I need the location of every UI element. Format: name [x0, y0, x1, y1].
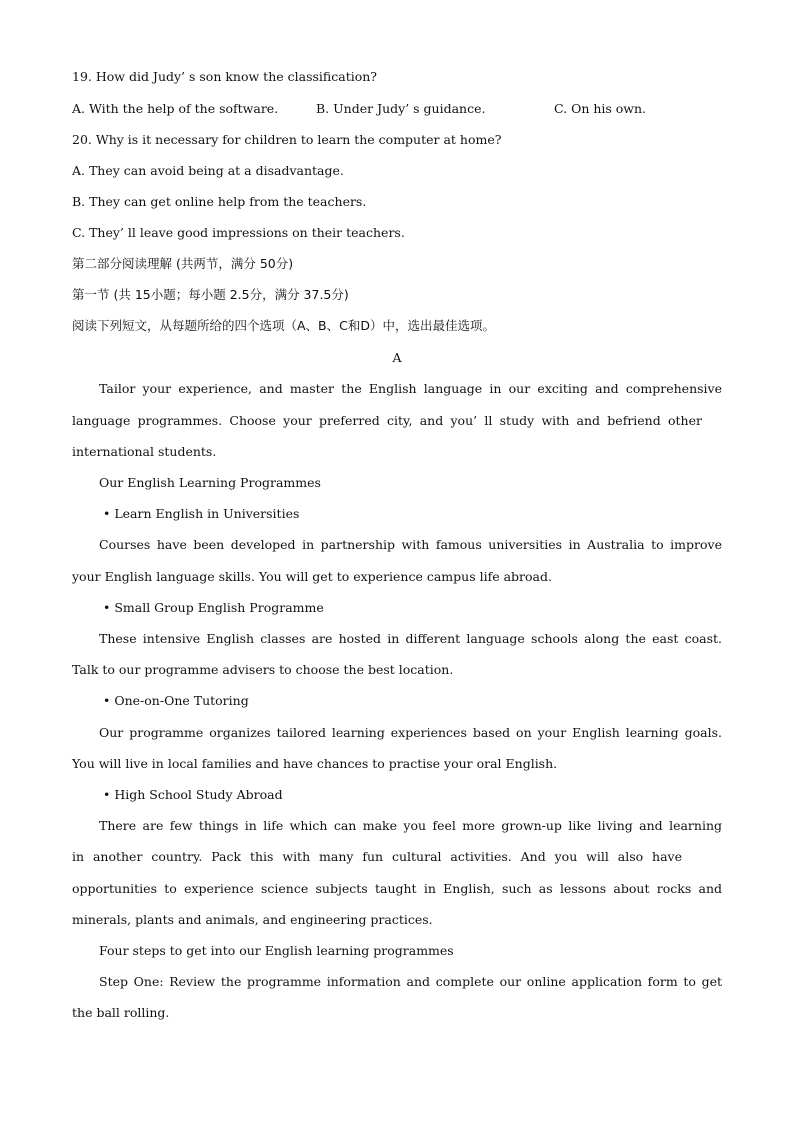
- part2-title: 第二部分阅读理解 (共两节，满分 50分): [72, 256, 294, 271]
- steps-heading: Four steps to get into our English learning programmes: [99, 943, 454, 958]
- programmes-heading: Our English Learning Programmes: [99, 475, 321, 490]
- item1-line-1: Courses have been developed in partnership with famous universities in Australia to improve: [99, 537, 722, 552]
- item2-line-2: Talk to our programme advisers to choose the best location.: [72, 662, 454, 677]
- item4-title: • High School Study Abroad: [103, 787, 283, 802]
- passage-label: A: [392, 350, 402, 365]
- item4-line-4: minerals, plants and animals, and engineering practices.: [72, 912, 433, 927]
- item4-line-1: There are few things in life which can make you feel more grown-up like living and learning: [99, 818, 722, 833]
- intro-line-2: language programmes. Choose your preferred city, and you’ ll study with and befriend other: [72, 413, 702, 428]
- q19-option-c: C. On his own.: [554, 101, 647, 116]
- question-20: 20. Why is it necessary for children to learn the computer at home?: [72, 132, 502, 147]
- step1-line-2: the ball rolling.: [72, 1005, 170, 1020]
- item1-title: • Learn English in Universities: [103, 506, 300, 521]
- q20-option-b: B. They can get online help from the teachers.: [72, 194, 367, 209]
- item2-title: • Small Group English Programme: [103, 600, 324, 615]
- question-19: 19. How did Judy’ s son know the classification?: [72, 69, 377, 84]
- q20-option-a: A. They can avoid being at a disadvantage.: [72, 163, 344, 178]
- item4-line-2: in another country. Pack this with many fun cultural activities. And you will also have: [72, 849, 682, 864]
- step1-line-1: Step One: Review the programme information and complete our online application form to get: [99, 974, 722, 989]
- reading-instruction: 阅读下列短文，从每题所给的四个选项（A、B、C和D）中，选出最佳选项。: [72, 318, 495, 333]
- item3-line-2: You will live in local families and have chances to practise your oral English.: [72, 756, 558, 771]
- intro-line-3: international students.: [72, 444, 217, 459]
- item3-line-1: Our programme organizes tailored learning experiences based on your English learning goals.: [99, 725, 722, 740]
- q20-option-c: C. They’ ll leave good impressions on their teachers.: [72, 225, 405, 240]
- item1-line-2: your English language skills. You will get to experience campus life abroad.: [72, 569, 552, 584]
- q19-option-a: A. With the help of the software.: [72, 101, 279, 116]
- item4-line-3: opportunities to experience science subjects taught in English, such as lessons about rocks and: [72, 881, 722, 896]
- item2-line-1: These intensive English classes are hosted in different language schools along the east coast.: [99, 631, 722, 646]
- section1-title: 第一节 (共 15小题；每小题 2.5分，满分 37.5分): [72, 287, 349, 302]
- intro-line-1: Tailor your experience, and master the English language in our exciting and comprehensive: [99, 381, 722, 396]
- item3-title: • One-on-One Tutoring: [103, 693, 249, 708]
- q19-option-b: B. Under Judy’ s guidance.: [316, 101, 486, 116]
